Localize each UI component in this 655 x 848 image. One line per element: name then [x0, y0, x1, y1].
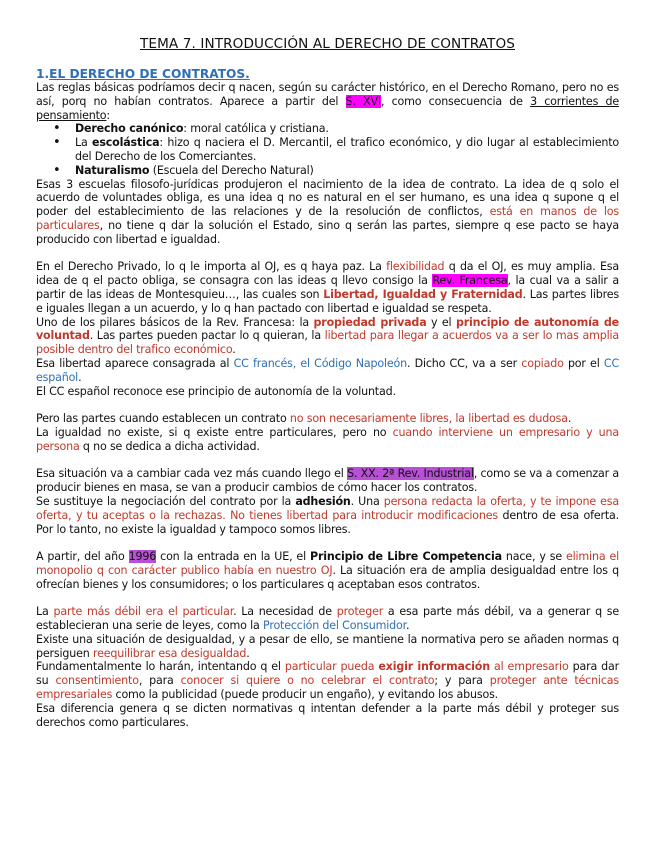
list-item: • Derecho canónico: moral católica y cristiana. [75, 122, 619, 136]
paragraph-industrial: Esa situación va a cambiar cada vez más cuando llego el S. XX. 2ª Rev. Industrial, como se va a comenzar a producir bienes en masa, se van a producir cambios de cómo hacer los contratos. [36, 467, 619, 495]
page-title: TEMA 7. INTRODUCCIÓN AL DERECHO DE CONTRATOS [140, 36, 515, 52]
currents-list [36, 122, 619, 177]
list-item: • La escolástica: hizo q naciera el D. Mercantil, el trafico económico, y dio lugar al establecimiento del Derecho de los Comerciantes. [75, 136, 619, 164]
paragraph-civil-code: Esa libertad aparece consagrada al CC francés, el Código Napoleón. Dicho CC, va a ser copiado por el CC español. [36, 356, 620, 384]
paragraph-conclusion: Esa diferencia genera q se dicten normativas q intentan defender a la parte más débil y proteger sus derechos como particulares. [36, 701, 619, 729]
paragraph-origins: Las reglas básicas podríamos decir q nacen, según su carácter histórico, en el Derecho Romano, pero no es así, porq no habían contratos. Aparece a partir del S. XVI, como consecuencia de 3 corrientes de pensamiento: [36, 81, 619, 122]
section-number: 1. [36, 67, 50, 81]
paragraph-adhesion: Se sustituye la negociación del contrato por la adhesión. Una persona redacta la oferta, y te impone esa oferta, y tu aceptas o la rechazas. No tienes libertad para introducir modificaciones dentro de esa oferta. Por lo tanto, no existe la igualdad y tampoco somos libres. [36, 494, 620, 536]
highlight-revolution: Rev. Francesa [432, 274, 508, 288]
document-body [36, 81, 619, 729]
paragraph-schools: Esas 3 escuelas filosofo-jurídicas produjeron el nacimiento de la idea de contrato. La idea de q solo el acuerdo de voluntades obliga, es una idea q no es natural en el ser humano, es una idea q supone q el poder del establecimiento de las relaciones y de la resolución de conflictos, está en manos de los particulares, no tiene q dar la solución el Estado, sino q serán las partes, siempre q ese pacto se haya producido con libertad e igualdad. [36, 177, 619, 246]
highlight-industrial: S. XX. 2ª Rev. Industrial [347, 467, 474, 481]
highlight-century: S. XVI [345, 94, 381, 108]
spacer [36, 398, 619, 412]
paragraph-autonomy: El CC español reconoce ese principio de autonomía de la voluntad. [36, 384, 396, 398]
spacer [36, 536, 619, 550]
paragraph-pillars: Uno de los pilares básicos de la Rev. Francesa: la propiedad privada y el principio de autonomía de voluntad. Las partes pueden pactar lo q quieran, la libertad para llegar a acuerdos va a ser lo mas amplia posible dentro del trafico económico. [36, 315, 619, 357]
spacer [36, 591, 619, 605]
section-heading [36, 67, 619, 81]
list-item: • Naturalismo (Escuela del Derecho Natural) [75, 164, 619, 178]
paragraph-weak-party: La parte más débil era el particular. La necesidad de proteger a esa parte más débil, va a generar q se establecieran una serie de leyes, como la Protección del Consumidor. [36, 605, 620, 633]
spacer [36, 247, 619, 261]
paragraph-competition: A partir, del año 1996 con la entrada en la UE, el Principio de Libre Competencia nace, y se elimina el monopolio q con carácter publico había en nuestro OJ. La situación era de amplia desigualdad entre los q ofrecían bienes y los consumidores; o los particulares q aceptaban esos contratos. [36, 550, 619, 591]
section-title: EL DERECHO DE CONTRATOS. [49, 67, 250, 81]
highlight-year: 1996 [128, 550, 157, 564]
paragraph-information: Fundamentalmente lo harán, intentando q el particular pueda exigir información al empresario para dar su consentimiento, para conocer si quiere o no celebrar el contrato; y para proteger ante técnicas empresariales como la publicidad (puede producir un engaño), y evitando los abusos. [36, 660, 619, 702]
paragraph-private-law: En el Derecho Privado, lo q le importa al OJ, es q haya paz. La flexibilidad q da el OJ, es muy amplia. Esa idea de q el pacto obliga, se consagra con las ideas q llevo consigo la Rev. Francesa, la cual va a salir a partir de las ideas de Montesquieu…, las cuales son Libertad, Igualdad y Fraternidad. Las partes libres e iguales llegan a un acuerdo, y lo q han pactado con libertad e igualdad se respeta. [36, 260, 620, 315]
paragraph-equality: La igualdad no existe, si q existe entre particulares, pero no cuando interviene un empresario y una persona q no se dedica a dicha actividad. [36, 425, 619, 453]
spacer [36, 454, 619, 468]
paragraph-inequality: Existe una situación de desigualdad, y a pesar de ello, se mantiene la normativa pero se añaden normas q persiguen reequilibrar esa desigualdad. [36, 632, 619, 660]
paragraph-freedom: Pero las partes cuando establecen un contrato no son necesariamente libres, la libertad es dudosa. [36, 412, 572, 426]
